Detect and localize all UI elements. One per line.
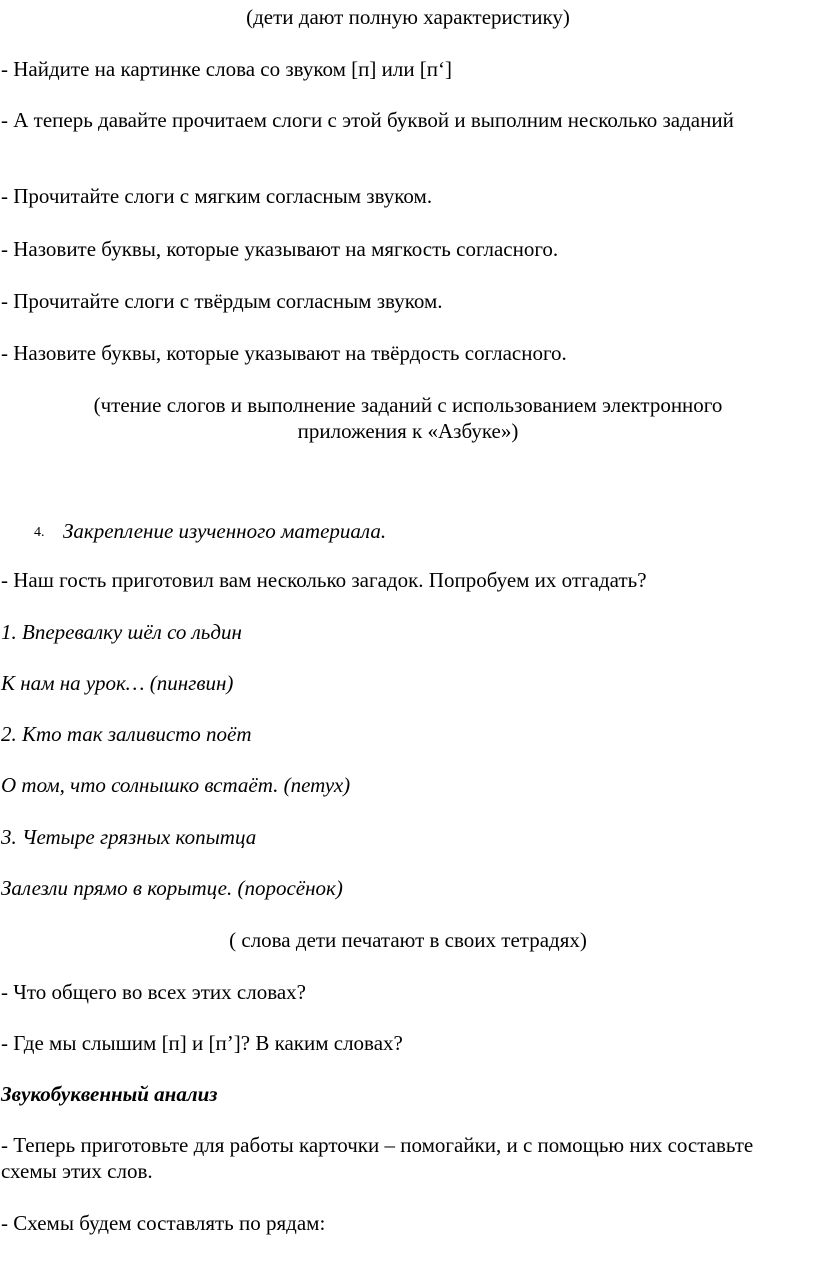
riddle-2-line-2: О том, что солнышко встаёт. (петух) bbox=[1, 773, 351, 797]
instruction-soft-syllables: - Прочитайте слоги с мягким согласным звуком. bbox=[1, 184, 433, 208]
riddle-1-line-1: 1. Вперевалку шёл со льдин bbox=[1, 620, 242, 644]
note-children-characterize: (дети дают полную характеристику) bbox=[246, 5, 570, 29]
riddle-3-line-1: 3. Четыре грязных копытца bbox=[1, 825, 257, 849]
instruction-prepare-cards: - Теперь приготовьте для работы карточки – помогайки, и с помощью них составьте схемы этих слов. bbox=[1, 1133, 754, 1183]
instruction-soft-letters: - Назовите буквы, которые указывают на мягкость согласного. bbox=[1, 237, 559, 261]
instruction-hard-syllables: - Прочитайте слоги с твёрдым согласным звуком. bbox=[1, 289, 443, 313]
heading-sound-letter-analysis: Звукобуквенный анализ bbox=[1, 1082, 218, 1106]
instruction-hard-letters: - Назовите буквы, которые указывают на твёрдость согласного. bbox=[1, 341, 567, 365]
riddle-3-line-2: Залезли прямо в корытце. (поросёнок) bbox=[1, 876, 343, 900]
riddles-intro: - Наш гость приготовил вам несколько загадок. Попробуем их отгадать? bbox=[1, 568, 647, 592]
section-number: 4. bbox=[34, 525, 45, 540]
question-common: - Что общего во всех этих словах? bbox=[1, 980, 307, 1004]
note-children-print: ( слова дети печатают в своих тетрадях) bbox=[229, 928, 587, 952]
section-title: Закрепление изученного материала. bbox=[63, 519, 387, 543]
riddle-2-line-1: 2. Кто так заливисто поёт bbox=[1, 722, 252, 746]
instruction-find-words: - Найдите на картинке слова со звуком [п] или [п‘] bbox=[1, 57, 453, 81]
instruction-read-syllables: - А теперь давайте прочитаем слоги с этой буквой и выполним несколько заданий bbox=[1, 108, 734, 132]
note-electronic-app: (чтение слогов и выполнение заданий с использованием электронного приложения к «Азбуке») bbox=[93, 393, 723, 443]
instruction-by-rows: - Схемы будем составлять по рядам: bbox=[1, 1211, 326, 1235]
riddle-1-line-2: К нам на урок… (пингвин) bbox=[1, 671, 234, 695]
question-where-hear: - Где мы слышим [п] и [п’]? В каким словах? bbox=[1, 1031, 403, 1055]
